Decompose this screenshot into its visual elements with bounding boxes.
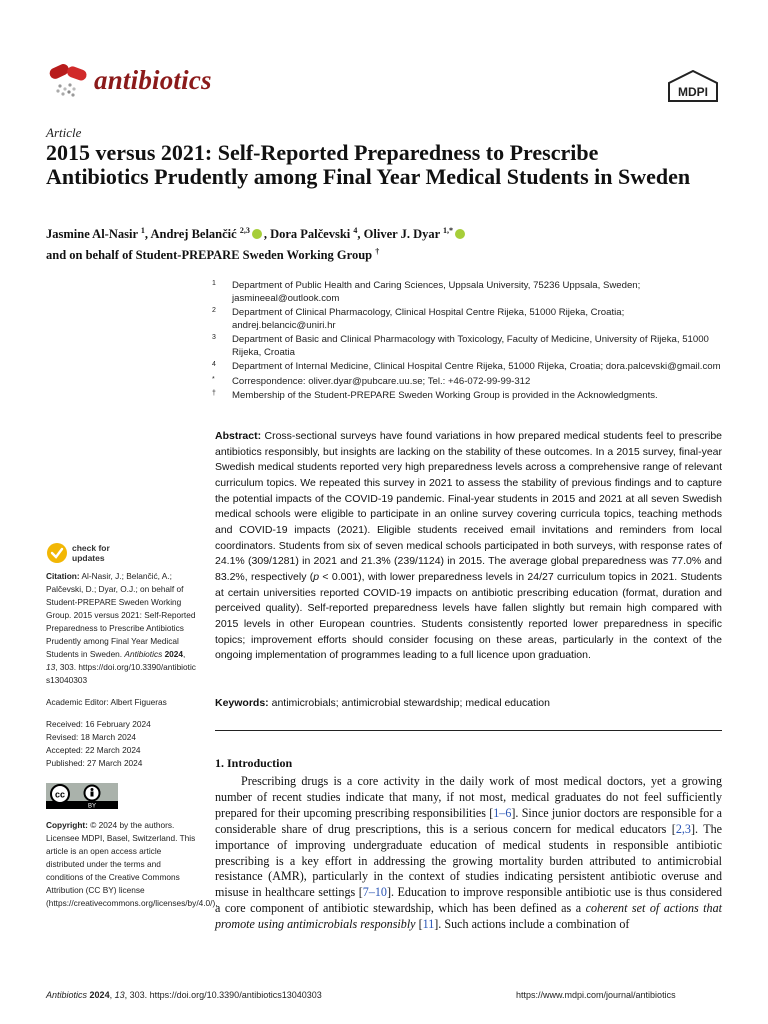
publisher-name: MDPI [678,85,708,99]
citation-block: Citation: Al-Nasir, J.; Belančić, A.; Palčevski, D.; Dyar, O.J.; on behalf of Student-PREPARE Sweden Working Group. 2015 versus 2021: Self-Reported Preparedness to Prescribe Antibiotics Prudently among Final Year Medical Students in Sweden. Antibiotics 2024, 13, 303. https://doi.org/10.3390/antibiotics13040303 [46,571,196,685]
author-name: Jasmine Al-Nasir [46,227,138,242]
academic-editor: Academic Editor: Albert Figueras [46,697,167,707]
author-list: Jasmine Al-Nasir $^1$, Andrej Belančić $^{2,3}$ , Dora Palčevski $^4$, Oliver J. Dyar $^{1,*}$ and on behalf of Student-PREPARE Sweden Working Group † [46,222,726,264]
article-type: Article [46,125,82,140]
journal-logo [46,60,212,100]
author-name: Andrej Belančić [150,227,237,242]
affiliation-item: 1 Department of Public Health and Caring Sciences, Uppsala University, 75236 Uppsala, Sweden; jasmineeal@outlook.com [212,280,641,304]
cc-by-license-icon[interactable] [46,783,118,809]
journal-name: antibiotics [94,64,212,95]
orcid-icon[interactable] [455,229,465,239]
svg-text:cc: cc [54,789,66,800]
svg-text:BY: BY [87,803,97,809]
reference-link[interactable]: 11 [422,917,435,932]
abstract: Abstract: Cross-sectional surveys have found variations in how prepared medical students feel to prescribe antibiotics responsibly, but insights are lacking on the stability of these outcomes. In a 2015 survey, final-year Swedish medical students reported very high preparedness levels across a comprehensive range of relevant curriculum topics. We repeated this survey in 2021 to assess the stability of previous findings and to capture the potential impacts of the COVID-19 pandemic. Final-year students in 2015 and 2021 at all seven Swedish medical schools were eligible to participate in an online survey covering curricula topics, teaching methods and COVID-19 impacts (2021). Eligible students received email invitations and reminders from local coordinators. Students from six of seven medical schools participated in both surveys, with response rates of 24.1% (309/1281) in 2021 and 21.3% (239/1124) in 2015. The average global preparedness was 77.0% and 83.2%, respectively (p < 0.001), with lower preparedness levels in 24/27 curriculum topics in 2021. Students at certain universities reported COVID-19 impacts on antibiotic prescribing education (format, duration and perceived quality). Self-reported preparedness levels have fallen slightly but remain high compared with 2015 levels in other European countries. Students consistently reported lower preparedness in specific topics; improvement efforts should consider focusing on these areas, particularly in the context of the ongoing implementation of programmes leading to a full licence upon graduation. [215,430,722,662]
check-updates-icon [46,542,68,564]
introduction-paragraph: Prescribing drugs is a core activity in the daily work of most medical doctors, yet a growing number of recent studies indicate that many, if not most, medical graduates do not feel sufficiently prepared for their upcoming prescribing responsibilities [1–6]. Since junior doctors are responsible for a considerable share of drug prescriptions, this is a serious concern for medical educators [2,3]. The importance of improving undergraduate education of medical students in responsible antibiotic prescribing is a key effort in addressing the growing mortality burden attributed to antimicrobial resistance (AMR), particularly in the context of studies indicating persistent antibiotic overuse and misuse in healthcare settings [7–10]. Education to improve responsible antibiotic use is thus considered a core component of antibiotic stewardship, which has been defined as a coherent set of actions that promote using antimicrobials responsibly [11]. Such actions include a combination of [215,774,723,932]
affiliation-item: 4 Department of Internal Medicine, Clinical Hospital Centre Rijeka, 51000 Rijeka, Croatia; dora.palcevski@gmail.com [212,361,721,373]
section-heading: 1. Introduction [215,756,293,770]
author-group: and on behalf of Student-PREPARE Sweden Working Group [46,248,373,263]
author-name: Oliver J. Dyar [363,227,440,242]
author-name: Dora Palčevski [270,227,351,242]
affiliation-item: 2 Department of Clinical Pharmacology, Clinical Hospital Centre Rijeka, 51000 Rijeka, Croatia; andrej.belancic@uniri.hr [212,307,625,332]
keywords: Keywords: antimicrobials; antimicrobial stewardship; medical education [215,697,550,709]
affiliation-item: * Correspondence: oliver.dyar@pubcare.uu.se; Tel.: +46-072-99-99-312 [212,375,531,387]
article-title: 2015 versus 2021: Self-Reported Preparedness to Prescribe Antibiotics Prudently among Final Year Medical Students in Sweden [46,140,691,189]
pill-logo-icon [46,60,90,100]
reference-link[interactable]: 7–10 [362,885,387,900]
reference-link[interactable]: 2,3 [675,821,691,836]
footer-journal-url[interactable]: https://www.mdpi.com/journal/antibiotics [516,990,676,1000]
affiliation-item: † Membership of the Student-PREPARE Sweden Working Group is provided in the Acknowledgments. [212,389,658,401]
footer-citation: Antibiotics 2024, 13, 303. https://doi.org/10.3390/antibiotics13040303 [46,990,322,1000]
affiliation-item: 3 Department of Basic and Clinical Pharmacology with Toxicology, Faculty of Medicine, University of Rijeka, 51000 Rijeka, Croatia [212,334,709,359]
reference-link[interactable]: 1–6 [493,805,512,820]
orcid-icon[interactable] [252,229,262,239]
affiliation-list [212,280,724,404]
sidebar [46,542,218,919]
mdpi-logo-icon [667,70,719,102]
copyright-notice: Copyright: © 2024 by the authors. Licensee MDPI, Basel, Switzerland. This article is an open access article distributed under the terms and conditions of the Creative Commons Attribution (CC BY) license (https://creativecommons.org/licenses/by/4.0/). [46,820,218,908]
check-for-updates-button[interactable]: check for updates [46,542,198,564]
section-divider [215,730,722,731]
publication-dates: Received: 16 February 2024 Revised: 18 March 2024 Accepted: 22 March 2024 Published: 27 March 2024 [46,719,151,768]
citation-doi-link[interactable]: https://doi.org/10.3390/antibiotics13040303 [46,662,196,685]
